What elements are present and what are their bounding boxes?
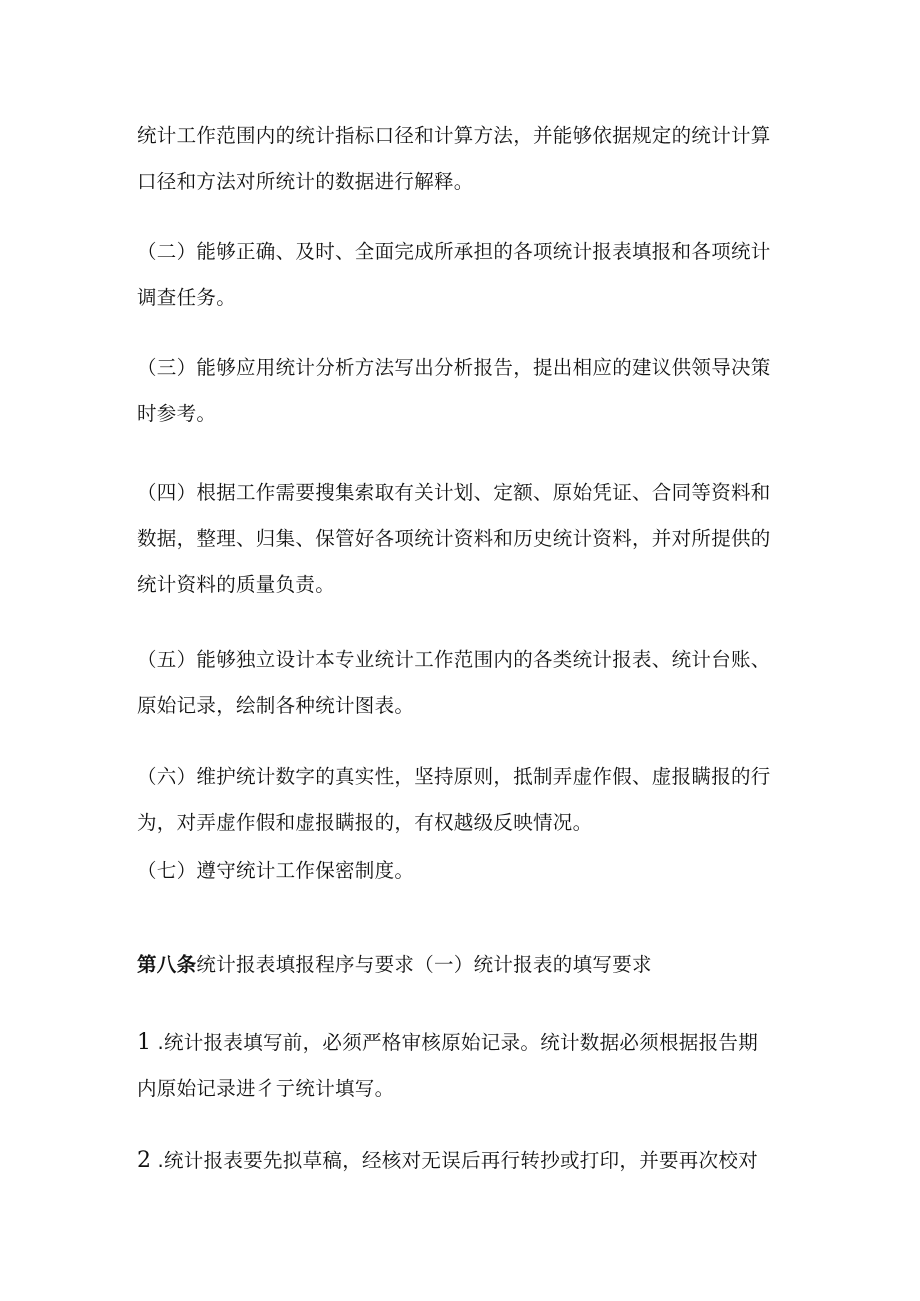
text-line: （二）能够正确、及时、全面完成所承担的各项统计报表填报和各项统计 (137, 240, 771, 263)
paragraph-item-3 (137, 345, 787, 437)
text-line: 原始记录，绘制各种统计图表。 (137, 694, 415, 717)
article-8-label: 第八条 (137, 953, 197, 976)
paragraph-item-4 (137, 470, 787, 608)
list-item-1-line-2: 内原始记录进彳亍统计填写。 (137, 1077, 395, 1100)
paragraph-item-6 (137, 754, 787, 846)
paragraph-item-7 (137, 848, 787, 894)
list-item-2-line-1 (137, 1138, 787, 1184)
article-8-heading-line (137, 942, 787, 988)
list-text: .统计报表要先拟草稿，经核对无误后再行转抄或打印，并要再次校对 (151, 1149, 758, 1172)
list-item-2 (137, 1138, 787, 1184)
text-line: 口径和方法对所统计的数据进行解释。 (137, 170, 474, 193)
list-text: .统计报表填写前，必须严格审核原始记录。统计数据必须根据报告期 (151, 1031, 758, 1054)
text-line: （三）能够应用统计分析方法写出分析报告，提出相应的建议供领导决策 (137, 356, 771, 379)
list-item-1 (137, 1020, 787, 1112)
list-number: 1 (137, 1030, 151, 1055)
text-line: （七）遵守统计工作保密制度。 (137, 859, 415, 882)
article-8-text: 统计报表填报程序与要求（一）统计报表的填写要求 (196, 953, 652, 976)
text-line: 调查任务。 (137, 286, 237, 309)
paragraph-statistics-scope (137, 113, 787, 205)
paragraph-item-5 (137, 637, 787, 729)
paragraph-item-2 (137, 229, 787, 321)
list-number: 2 (137, 1148, 151, 1173)
text-line: 统计资料的质量负责。 (137, 573, 336, 596)
text-line: （四）根据工作需要搜集索取有关计划、定额、原始凭证、合同等资料和 (137, 481, 771, 504)
article-8-line (137, 942, 787, 988)
text-line: 数据，整理、归集、保管好各项统计资料和历史统计资料，并对所提供的 (137, 527, 771, 550)
text-line: 统计工作范围内的统计指标口径和计算方法，并能够依据规定的统计计算 (137, 124, 771, 147)
list-item-1-line-1 (137, 1020, 787, 1066)
text-line: （五）能够独立设计本专业统计工作范围内的各类统计报表、统计台账、 (137, 648, 771, 671)
text-line: （六）维护统计数字的真实性，坚持原则，抵制弄虚作假、虚报瞒报的行 (137, 765, 771, 788)
text-line: 时参考。 (137, 402, 217, 425)
text-line: 为，对弄虚作假和虚报瞒报的，有权越级反映情况。 (137, 811, 593, 834)
